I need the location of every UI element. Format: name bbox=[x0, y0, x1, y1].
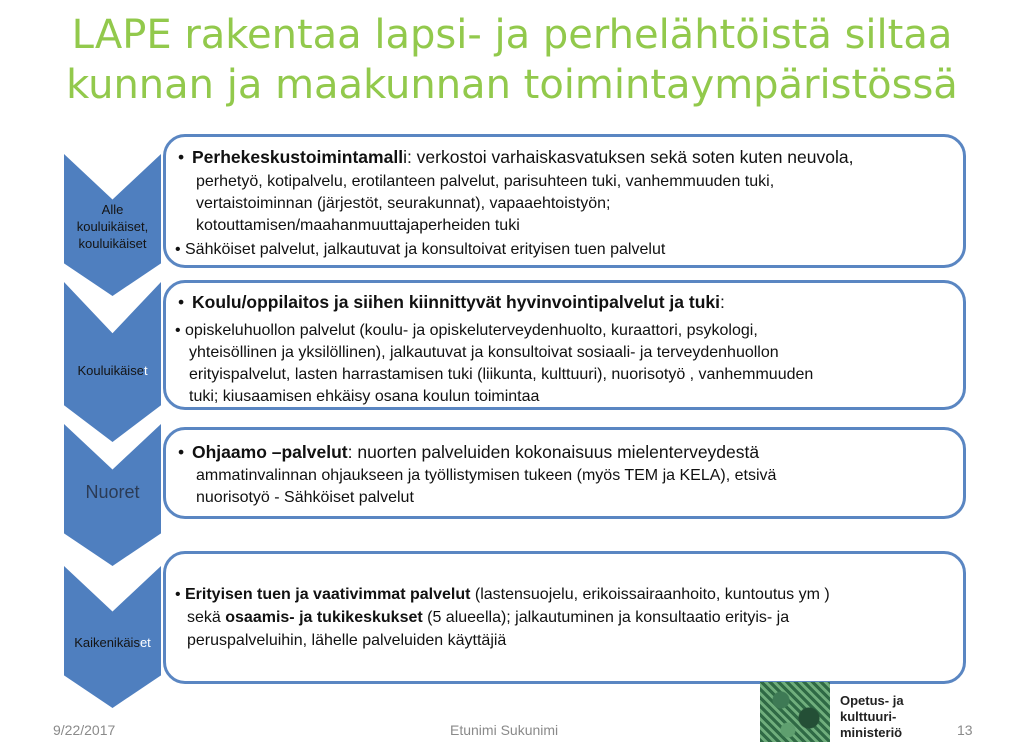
stage-label-2: Kouluikäiset bbox=[77, 363, 148, 378]
slide-title bbox=[0, 10, 1024, 110]
ministry-logo-text: Opetus- ja kulttuuri- ministeriö bbox=[840, 693, 904, 740]
box-2-line-4: erityispalvelut, lasten harrastamisen tuki (liikunta, kulttuuri), nuorisotyö , vanhemmuuden bbox=[189, 366, 814, 383]
stage-label-3: Nuoret bbox=[85, 482, 140, 502]
services-box-2 bbox=[163, 280, 966, 410]
box-3-line-2: ammatinvalinnan ohjaukseen ja työllistymisen tukeen (myös TEM ja KELA), etsivä bbox=[196, 467, 777, 484]
footer-page-number: 13 bbox=[957, 722, 973, 738]
services-box-3 bbox=[163, 427, 966, 519]
box-1-bullet-1: • Perhekeskustoimintamalli: verkostoi varhaiskasvatuksen sekä soten kuten neuvola, bbox=[178, 147, 854, 167]
box-4-line-2: sekä osaamis- ja tukikeskukset (5 alueella); jalkautuminen ja konsultaatio erityis- ja bbox=[187, 609, 790, 626]
box-2-bullet-2: • opiskeluhuollon palvelut (koulu- ja opiskeluterveydenhuolto, kuraattori, psykologi, bbox=[175, 322, 758, 339]
footer-date: 9/22/2017 bbox=[53, 722, 116, 738]
box-2-heading: • Koulu/oppilaitos ja siihen kiinnittyvät hyvinvointipalvelut ja tuki: bbox=[178, 292, 725, 312]
box-3-bullet-1: • Ohjaamo –palvelut: nuorten palveluiden kokonaisuus mielenterveydestä bbox=[178, 442, 760, 462]
services-box-1 bbox=[163, 134, 966, 268]
box-2-line-5: tuki; kiusaamisen ehkäisy osana koulun toimintaa bbox=[189, 388, 540, 405]
services-box-4 bbox=[163, 551, 966, 684]
stage-label-4: Kaikenikäiset bbox=[74, 635, 151, 650]
box-4-line-3: peruspalveluihin, lähelle palveluiden käyttäjiä bbox=[187, 632, 507, 649]
box-2-line-3: yhteisöllinen ja yksilöllinen), jalkautuvat ja konsultoivat sosiaali- ja terveydenhuollon bbox=[189, 344, 779, 361]
stage-label-1: Alle kouluikäiset, kouluikäiset bbox=[76, 202, 149, 251]
box-3-line-3: nuorisotyö - Sähköiset palvelut bbox=[196, 489, 414, 506]
footer-name: Etunimi Sukunimi bbox=[450, 722, 559, 738]
slide-title-line-2: kunnan ja maakunnan toimintaympäristössä bbox=[66, 62, 958, 108]
ministry-logo-image bbox=[760, 682, 830, 742]
box-1-bullet-2: • Sähköiset palvelut, jalkautuvat ja konsultoivat erityisen tuen palvelut bbox=[175, 241, 666, 258]
box-4-bullet-1: • Erityisen tuen ja vaativimmat palvelut (lastensuojelu, erikoissairaanhoito, kuntoutus ym ) bbox=[175, 586, 830, 603]
box-1-line-3: vertaistoiminnan (järjestöt, seurakunnat), vapaaehtoistyön; bbox=[196, 195, 611, 212]
box-1-line-2: perhetyö, kotipalvelu, erotilanteen palvelut, parisuhteen tuki, vanhemmuuden tuki, bbox=[196, 173, 775, 190]
slide-title-line-1: LAPE rakentaa lapsi- ja perhelähtöistä siltaa bbox=[71, 12, 953, 58]
box-1-line-4: kotouttamisen/maahanmuuttajaperheiden tuki bbox=[196, 217, 520, 234]
